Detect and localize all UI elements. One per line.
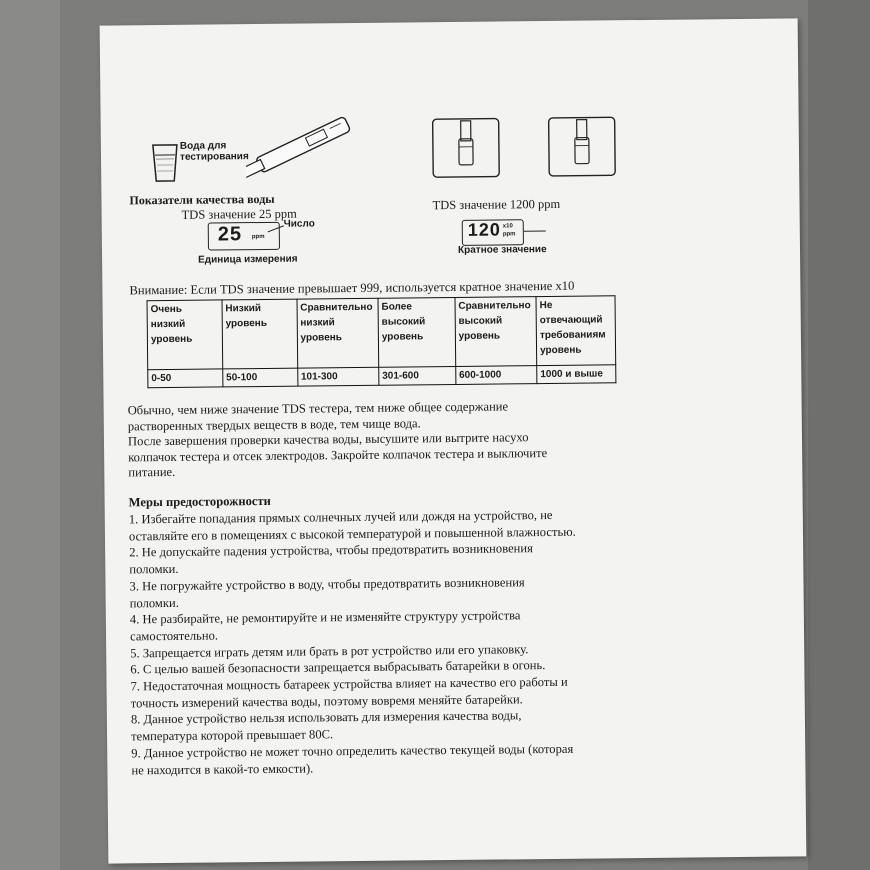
precaution-line: не находится в какой-то емкости). [131, 761, 314, 777]
precaution-line: 1. Избегайте попадания прямых солнечных лучей или дождя на устройство, не [128, 507, 553, 527]
table-cell: 0-50 [148, 369, 223, 388]
instruction-sheet [100, 18, 807, 863]
probe-test-icon [431, 116, 502, 179]
tds-explanation-paragraph: Обычно, чем ниже значение TDS тестера, тем ниже общее содержание растворенных твердых веществ в воде, тем чище вода. После завершения проверки качества воды, высушите или вытрите насухо колпачок тестера и отсек электродов. Закройте колпачок тестера и выключите питание. [127, 399, 548, 480]
tds-25-label: TDS значение 25 ppm [181, 206, 297, 222]
precaution-line: 4. Не разбирайте, не ремонтируйте и не изменяйте структуру устройства [129, 608, 521, 627]
precautions-list [129, 506, 672, 779]
table-header-cell: Не отвечающий требованиям уровень [536, 296, 616, 366]
table-header-cell: Очень низкий уровень [147, 300, 223, 370]
precaution-line: 2. Не допускайте падения устройства, чтобы предотвратить возникновения [129, 541, 533, 560]
display1-value: 25 [217, 223, 243, 246]
multiple-label: Кратное значение [457, 244, 547, 256]
precautions-title: Меры предосторожности [128, 493, 271, 510]
precaution-line: точность измерений качества воды, поэтому вовремя меняйте батарейки. [130, 692, 523, 711]
precaution-line: самостоятельно. [129, 628, 219, 644]
multiplier-arrow-icon [522, 227, 548, 235]
table-row [148, 365, 616, 388]
precaution-line: 6. С целью вашей безопасности запрещается выбрасывать батарейки в огонь. [130, 658, 546, 677]
table-header-cell: Более высокий уровень [378, 297, 456, 367]
table-header-row [147, 296, 616, 370]
tds-pen-icon [246, 109, 357, 180]
quality-title: Показатели качества воды [129, 191, 275, 208]
table-cell: 600-1000 [455, 366, 536, 385]
table-cell: 101-300 [297, 367, 378, 386]
precaution-line: температура которой превышает 80С. [131, 727, 334, 744]
display2-unit: ppm [502, 231, 516, 238]
number-label: Число [283, 218, 315, 230]
display2-multiplier: x10 [502, 223, 513, 230]
water-label: Вода для тестирования [179, 140, 249, 163]
display2-value: 120 [467, 219, 501, 240]
precaution-line: 8. Данное устройство нельзя использовать для измерения качества воды, [130, 708, 522, 727]
background-left [0, 0, 60, 870]
unit-label: Единица измерения [198, 253, 298, 266]
precaution-line: поломки. [129, 595, 179, 610]
precaution-line: оставляйте его в помещениях с высокой температурой и повышенной влажностью. [128, 524, 576, 544]
table-cell: 50-100 [223, 368, 298, 387]
table-cell: 301-600 [379, 366, 456, 385]
precaution-line: 3. Не погружайте устройство в воду, чтобы предотвратить возникновения [129, 575, 525, 594]
probe-test-icon [547, 115, 618, 178]
table-cell: 1000 и выше [537, 365, 616, 384]
background-right [808, 0, 870, 870]
tds-ranges-table [147, 295, 617, 388]
water-glass-icon [151, 143, 179, 183]
precaution-line: 9. Данное устройство не может точно определить качество текущей воды (которая [131, 741, 574, 761]
precaution-line: 5. Запрещается играть детям или брать в рот устройство или его упаковку. [130, 641, 529, 661]
precaution-line: 7. Недостаточная мощность батареек устройства влияет на качество его работы и [130, 674, 568, 694]
attention-text: Внимание: Если TDS значение превышает 999, используется кратное значение x10 [129, 278, 575, 298]
display1-unit: ppm [251, 233, 265, 241]
tds-1200-label: TDS значение 1200 ppm [432, 196, 561, 213]
table-header-cell: Низкий уровень [222, 299, 298, 369]
table-header-cell: Сравнительно низкий уровень [297, 298, 379, 368]
precaution-line: поломки. [129, 561, 179, 577]
table-header-cell: Сравнительно высокий уровень [455, 297, 537, 367]
